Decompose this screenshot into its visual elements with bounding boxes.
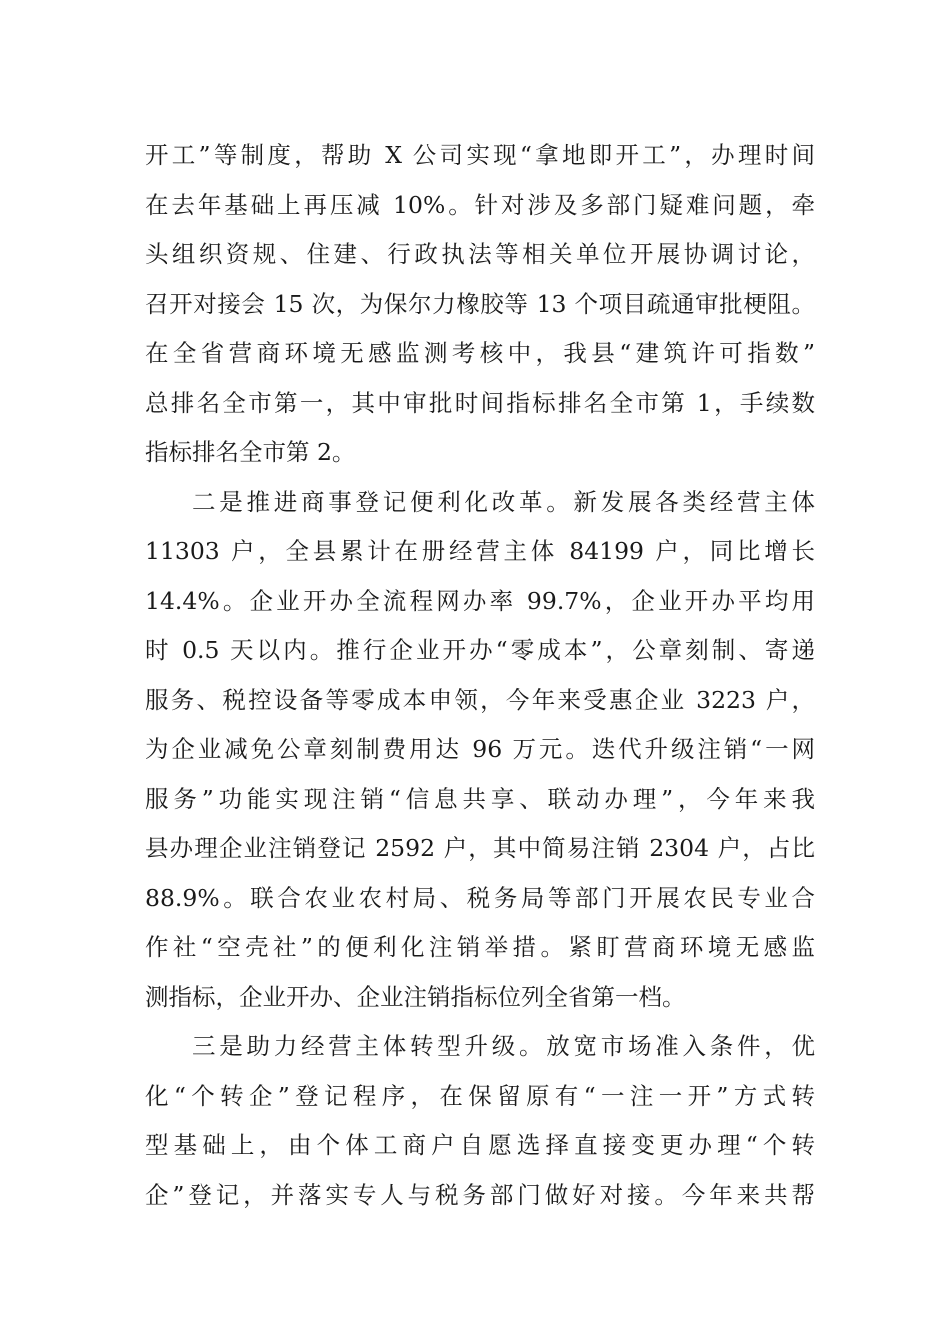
text-line: 县办理企业注销登记 2592 户，其中简易注销 2304 户，占比 [145, 834, 815, 862]
text-line: 时 0.5 天以内。推行企业开办“零成本”，公章刻制、寄递 [145, 636, 815, 664]
text-line: 指标排名全市第 2。 [145, 438, 356, 466]
paragraph [145, 478, 815, 1023]
paragraph [145, 131, 815, 478]
document-body [145, 131, 815, 1220]
text-line: 测指标，企业开办、企业注销指标位列全省第一档。 [145, 982, 686, 1011]
text-line: 总排名全市第一，其中审批时间指标排名全市第 1，手续数 [145, 388, 815, 417]
text-line: 在去年基础上再压减 10%。针对涉及多部门疑难问题，牵 [145, 190, 815, 219]
text-line: 开工”等制度，帮助 X 公司实现“拿地即开工”，办理时间 [145, 141, 815, 169]
paragraph [145, 1022, 815, 1220]
text-line: 作社“空壳社”的便利化注销举措。紧盯营商环境无感监 [145, 933, 815, 961]
text-line: 企”登记，并落实专人与税务部门做好对接。今年来共帮 [145, 1180, 815, 1209]
text-line: 三是助力经营主体转型升级。放宽市场准入条件，优 [192, 1032, 815, 1060]
text-line: 服务”功能实现注销“信息共享、联动办理”，今年来我 [145, 784, 815, 813]
text-line: 服务、税控设备等零成本申领，今年来受惠企业 3223 户， [145, 685, 815, 714]
text-line: 化“个转企”登记程序，在保留原有“一注一开”方式转 [145, 1081, 815, 1110]
text-line: 88.9%。联合农业农村局、税务局等部门开展农民专业合 [145, 883, 815, 912]
text-line: 头组织资规、住建、行政执法等相关单位开展协调讨论， [145, 240, 815, 268]
text-line: 14.4%。企业开办全流程网办率 99.7%，企业开办平均用 [145, 586, 815, 615]
text-line: 在全省营商环境无感监测考核中，我县“建筑许可指数” [145, 339, 815, 367]
text-line: 二是推进商事登记便利化改革。新发展各类经营主体 [192, 487, 815, 516]
text-line: 为企业减免公章刻制费用达 96 万元。迭代升级注销“一网 [145, 735, 815, 763]
text-line: 11303 户，全县累计在册经营主体 84199 户，同比增长 [145, 537, 815, 565]
text-line: 型基础上，由个体工商户自愿选择直接变更办理“个转 [145, 1131, 815, 1159]
text-line: 召开对接会 15 次，为保尔力橡胶等 13 个项目疏通审批梗阻。 [145, 289, 815, 318]
